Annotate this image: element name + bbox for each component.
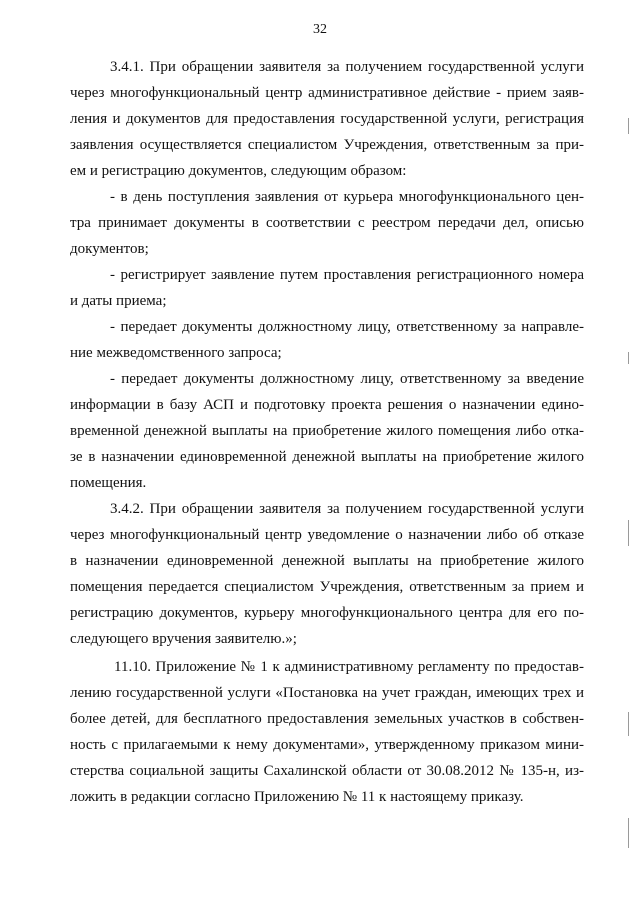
text-line: ем и регистрацию документов, следующим образом:: [70, 163, 407, 179]
text-line: 11.10. Приложение № 1 к административному регламенту по предостав-: [114, 659, 584, 675]
scan-edge-mark: [628, 520, 629, 546]
text-line: зе в назначении единовременной денежной выплаты на приобретение жилого: [70, 449, 584, 465]
text-line: в назначении единовременной денежной выплаты на приобретение жилого: [70, 553, 584, 569]
text-line: помещения.: [70, 475, 147, 491]
text-line: ложить в редакции согласно Приложению № 11 к настоящему приказу.: [70, 789, 524, 805]
page-number: 32: [313, 22, 327, 37]
text-line: более детей, для бесплатного предоставления земельных участков в собствен-: [70, 711, 584, 727]
scan-edge-mark: [628, 818, 629, 848]
text-line: помещения передается специалистом Учреждения, ответственным за прием и: [70, 579, 584, 595]
scan-edge-mark: [628, 118, 629, 134]
scan-edge-mark: [628, 712, 629, 736]
text-line: и даты приема;: [70, 293, 167, 309]
text-line: ления и документов для предоставления государственной услуги, регистрация: [70, 111, 584, 127]
text-line: - регистрирует заявление путем проставления регистрационного номера: [110, 267, 584, 283]
text-line: временной денежной выплаты на приобретение жилого помещения либо отка-: [70, 423, 584, 439]
text-line: ние межведомственного запроса;: [70, 345, 282, 361]
text-line: тра принимает документы в соответствии с реестром передачи дел, описью: [70, 215, 584, 231]
text-line: - передает документы должностному лицу, ответственному за направле-: [110, 319, 584, 335]
text-line: информации в базу АСП и подготовку проекта решения о назначении едино-: [70, 397, 584, 413]
text-line: стерства социальной защиты Сахалинской области от 30.08.2012 № 135-н, из-: [70, 763, 584, 779]
text-line: - передает документы должностному лицу, ответственному за введение: [110, 371, 584, 387]
text-line: 3.4.1. При обращении заявителя за получением государственной услуги: [110, 59, 584, 75]
text-line: ность с прилагаемыми к нему документами», утвержденному приказом мини-: [70, 737, 584, 753]
text-line: через многофункциональный центр уведомление о назначении либо об отказе: [70, 527, 584, 543]
text-line: 3.4.2. При обращении заявителя за получением государственной услуги: [110, 501, 584, 517]
text-line: регистрацию документов, курьеру многофункционального центра для его по-: [70, 605, 584, 621]
text-line: следующего вручения заявителю.»;: [70, 631, 297, 647]
text-line: документов;: [70, 241, 149, 257]
text-line: - в день поступления заявления от курьера многофункционального цен-: [110, 189, 584, 205]
text-line: заявления осуществляется специалистом Учреждения, ответственным за при-: [70, 137, 584, 153]
text-line: через многофункциональный центр административное действие - прием заяв-: [70, 85, 584, 101]
scan-edge-mark: [628, 352, 629, 364]
text-line: лению государственной услуги «Постановка на учет граждан, имеющих трех и: [70, 685, 584, 701]
